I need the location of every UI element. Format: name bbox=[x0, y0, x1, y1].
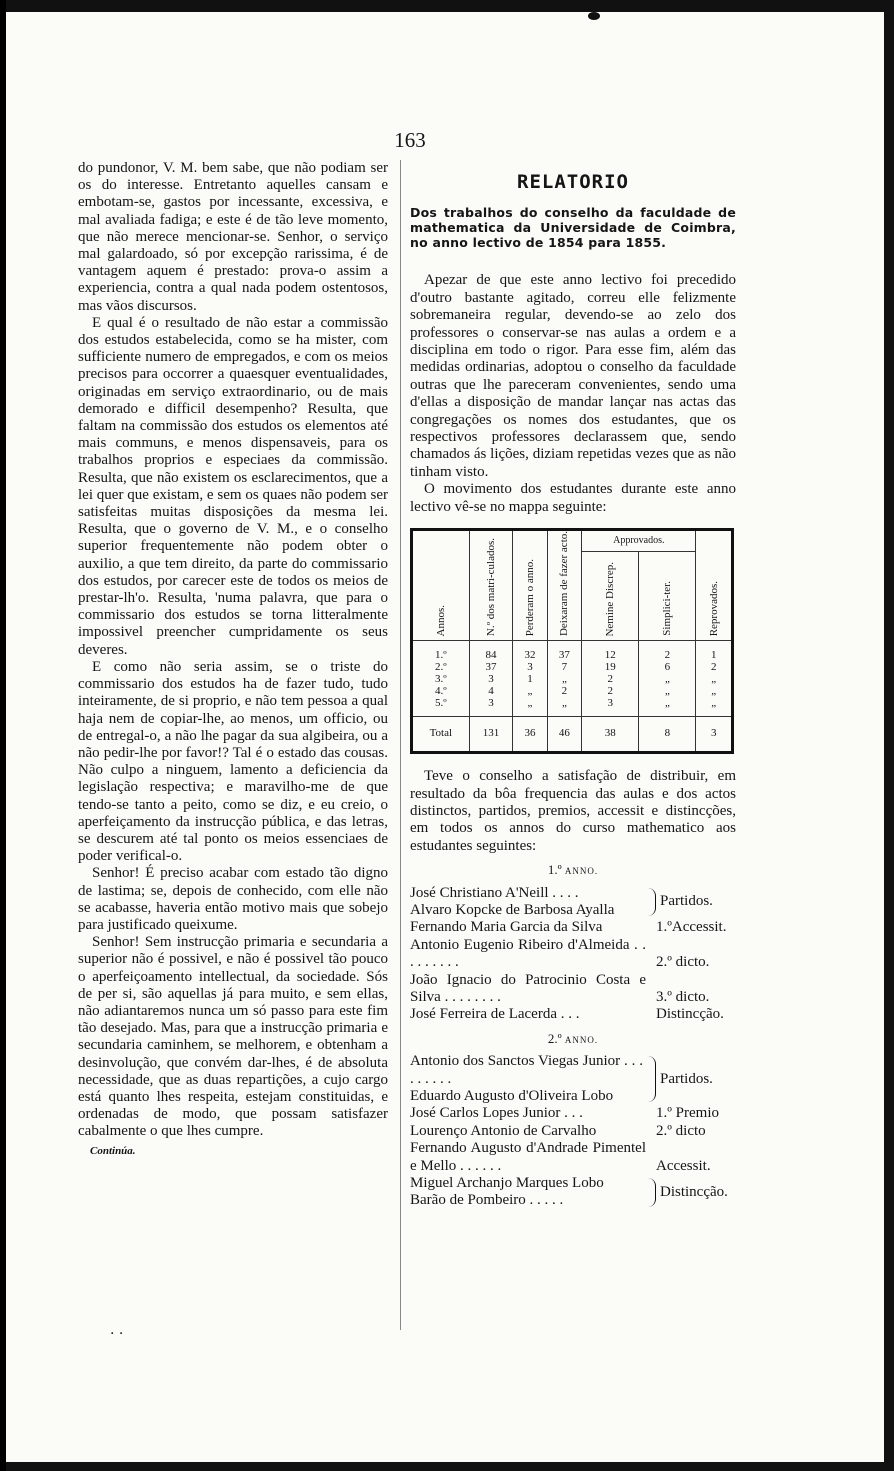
list-item: José Christiano A'Neill . . . . bbox=[410, 884, 579, 901]
cell: 1 bbox=[696, 649, 733, 661]
year2-num: 2.º bbox=[547, 1030, 562, 1046]
left-paragraph-1: do pundonor, V. M. bem sabe, que não podiam ser os do interesse. Entretanto aquelles cansam e embotam-se, gastos por incessante, excessiva, e mal avaliada fadiga; e este é de tão leve momento, que não merece mencionar-se. Senhor, o serviço mal galardoado, só por excepção rarissima, é de vantagem aquem é prestado: prova-o assim a experiencia, contra a qual nada podem ostentosos, mas vãos discursos. bbox=[78, 160, 388, 314]
brace bbox=[645, 888, 656, 917]
column-divider bbox=[400, 160, 401, 1330]
prize-label: Distincção. bbox=[656, 1006, 724, 1023]
cell: 2 bbox=[696, 661, 733, 673]
year1-partidos bbox=[410, 885, 736, 920]
cell: „ bbox=[547, 673, 581, 685]
prize-label: Distincção. bbox=[660, 1183, 728, 1200]
cell: 1 bbox=[513, 673, 547, 685]
cell: 3 bbox=[696, 717, 733, 753]
list-item bbox=[410, 972, 736, 1007]
year2-heading bbox=[410, 1030, 736, 1049]
cell: 5.º bbox=[435, 696, 447, 709]
continua-note: Continúa. bbox=[90, 1144, 136, 1157]
header-reprovados: Reprovados. bbox=[707, 580, 720, 637]
cell: 38 bbox=[582, 717, 639, 753]
cell: 4.º bbox=[435, 684, 447, 697]
prize-label: Partidos. bbox=[660, 893, 713, 910]
cell: 2.º bbox=[435, 660, 447, 673]
year2-distinction bbox=[410, 1175, 736, 1210]
list-item: Alvaro Kopcke de Barbosa Ayalla bbox=[410, 901, 615, 918]
list-item bbox=[410, 937, 736, 972]
cell: „ bbox=[639, 685, 696, 697]
year2-word: ANNO. bbox=[564, 1034, 599, 1045]
cell: 3 bbox=[513, 661, 547, 673]
year1-num: 1.º bbox=[547, 862, 562, 878]
brace bbox=[645, 1178, 656, 1207]
table-row bbox=[412, 661, 733, 673]
student-name: Fernando Augusto d'Andrade Pimentel e Mello . . . . . . bbox=[410, 1140, 646, 1174]
students-table bbox=[410, 528, 734, 754]
cell: 19 bbox=[582, 661, 639, 673]
cell: „ bbox=[696, 673, 733, 685]
table-row bbox=[412, 673, 733, 685]
cell: 32 bbox=[513, 649, 547, 661]
trailing-dots: . . bbox=[110, 1322, 124, 1338]
distribution-paragraph: Teve o conselho a satisfação de distribuir, em resultado da bôa frequencia das aulas e dos actos distinctos, partidos, premios, accessit e distincções, em todos os annos do curso mathematico aos estudantes seguintes: bbox=[410, 768, 736, 854]
cell: 7 bbox=[547, 661, 581, 673]
table-row bbox=[412, 697, 733, 709]
student-name: José Carlos Lopes Junior . . . bbox=[410, 1105, 583, 1122]
cell: 2 bbox=[639, 649, 696, 661]
cell: 46 bbox=[547, 717, 581, 753]
cell: „ bbox=[696, 697, 733, 709]
list-item: Eduardo Augusto d'Oliveira Lobo bbox=[410, 1088, 614, 1105]
table-row bbox=[412, 685, 733, 697]
prize-label: Partidos. bbox=[660, 1070, 713, 1087]
prize-label: 3.º dicto. bbox=[656, 989, 710, 1006]
intro-paragraph-2: O movimento dos estudantes durante este anno lectivo vê-se no mappa seguinte: bbox=[410, 481, 736, 515]
list-item: Barão de Pombeiro . . . . . bbox=[410, 1192, 564, 1209]
cell: 84 bbox=[469, 649, 513, 661]
student-name: José Ferreira de Lacerda . . . bbox=[410, 1006, 580, 1023]
right-column bbox=[410, 170, 736, 1210]
report-subtitle: Dos trabalhos do conselho da faculdade de mathematica da Universidade de Coimbra, no anno lectivo de 1854 para 1855. bbox=[410, 205, 736, 251]
cell: 3.º bbox=[435, 672, 447, 685]
cell: „ bbox=[547, 697, 581, 709]
cell: 1.º bbox=[435, 648, 447, 661]
prize-label: 2.º dicto bbox=[656, 1122, 706, 1139]
report-title: RELATORIO bbox=[517, 171, 629, 193]
header-simpliciter: Simplici-ter. bbox=[661, 581, 674, 637]
list-item bbox=[410, 919, 736, 936]
left-paragraph-2: E qual é o resultado de não estar a commissão dos estudos estabelecida, como se ha mister, com sufficiente numero de empregados, e com os meios precisos para occorrer a quaesquer eventualidades, originadas em serviço extraordinario, ou de mais demorado e difficil desempenho? Resulta, que faltam na commissão dos estudos os elementos até mais communs, e menos dispensaveis, para os trabalhos proprios e especiaes da commissão. Resulta, que não existem os esclarecimentos, que a lei quer que existam, e sem os quaes não podem ser satisfeitas muitas disposições da mesma lei. Resulta, que o governo de V. M., e o conselho superior frequentemente não podem obter o auxilio, a que tem direito, da parte do commissario dos estudos, por carecer este de todos os meios de prestar-lh'o. Resulta, 'numa palavra, que para o commissario dos estudos se torna litteralmente impossivel preencher cumpridamente os seus deveres. bbox=[78, 314, 388, 658]
cell: 37 bbox=[469, 661, 513, 673]
cell: 3 bbox=[582, 697, 639, 709]
header-annos: Annos. bbox=[434, 604, 447, 637]
page-number: 163 bbox=[394, 128, 426, 152]
cell: 8 bbox=[639, 717, 696, 753]
year2-partidos bbox=[410, 1053, 736, 1105]
list-item bbox=[410, 1123, 736, 1140]
cell: „ bbox=[696, 685, 733, 697]
cell: 3 bbox=[469, 673, 513, 685]
header-approvados: Approvados. bbox=[582, 530, 696, 552]
prize-label: 2.º dicto. bbox=[656, 954, 710, 971]
cell: 6 bbox=[639, 661, 696, 673]
year1-word: ANNO. bbox=[564, 866, 599, 877]
left-paragraph-5: Senhor! Sem instrucção primaria e secundaria a superior não é possivel, e não é possivel tão pouco o aperfeiçoamento intellectual, da sociedade. Sós de per si, são aquellas já para muito, e sem ellas, não adiantaremos nunca um só passo para este fim tão desejado. Mas, para que a instrucção primaria e secundaria caminhem, se melhorem, e obtenham a desinvolução, que convém dar-lhes, é de absoluta necessidade, que as duas repartições, a cujo cargo está quanto lhes respeita, estejam constituidas, e ordenadas de modo, que possam satisfazer cabalmente o que lhes cumpre. bbox=[78, 934, 388, 1140]
student-name: Fernando Maria Garcia da Silva bbox=[410, 919, 603, 936]
cell: „ bbox=[513, 685, 547, 697]
left-column bbox=[78, 160, 388, 1160]
list-item bbox=[410, 1006, 736, 1023]
prize-label: 1.ºAccessit. bbox=[656, 919, 727, 936]
cell: 37 bbox=[547, 649, 581, 661]
cell: 131 bbox=[469, 717, 513, 753]
prize-label: 1.º Premio bbox=[656, 1105, 719, 1122]
list-item bbox=[410, 1140, 736, 1175]
year1-heading bbox=[410, 861, 736, 880]
cell: 4 bbox=[469, 685, 513, 697]
list-item bbox=[410, 1105, 736, 1122]
cell: 12 bbox=[582, 649, 639, 661]
cell: 2 bbox=[547, 685, 581, 697]
brace bbox=[645, 1056, 656, 1102]
table-total-row bbox=[412, 717, 733, 753]
left-paragraph-3: E como não seria assim, se o triste do commissario dos estudos ha de fazer tudo, tudo inteiramente, de si proprio, e não tem pessoa a qual haja nem de copiar-lhe, ao menos, um officio, ou de entregal-o, a não lhe pagar da sua algibeira, ou a não pedir-lhe por favor!? Tal é o estado das cousas. Não culpo a ninguem, lamento a deficiencia da legislação respectiva; e maravilho-me de que tendo-se tanto a peito, como se diz, e eu creio, o aperfeiçamento da instrucção pública, e das letras, se descurem até tal ponto os meios essenciaes de poder verifical-o. bbox=[78, 658, 388, 865]
header-matriculados: N.º dos matri-culados. bbox=[484, 538, 497, 637]
cell: 2 bbox=[582, 673, 639, 685]
cell: „ bbox=[513, 697, 547, 709]
header-deixaram: Deixaram de fazer acto. bbox=[558, 531, 571, 637]
left-paragraph-4: Senhor! É preciso acabar com estado tão digno de lastima; se, depois de conhecido, com elle não se acabasse, haveria então motivo mais que sobejo para justificado queixume. bbox=[78, 865, 388, 933]
ink-smudge bbox=[588, 12, 600, 20]
student-name: Lourenço Antonio de Carvalho bbox=[410, 1122, 597, 1139]
cell: 36 bbox=[513, 717, 547, 753]
intro-paragraph-1: Apezar de que este anno lectivo foi precedido d'outro bastante agitado, correu elle felizmente sobremaneira regular, devendo-se ao zelo dos professores o conservar-se nas aulas a ordem e a disciplina em todo o rigor. Para esse fim, além das medidas ordinarias, adoptou o conselho da faculdade outras que lhe pareceram convenientes, sendo uma d'ellas a disposição de mandar lançar nas actas das congregações os nomes dos estudantes, que os respectivos professores declarassem que, sendo chamados ás lições, diziam repetidas vezes que as não tinham visto. bbox=[410, 272, 736, 480]
list-item: Antonio dos Sanctos Viegas Junior . . . . . . . . . bbox=[410, 1053, 643, 1087]
cell: 3 bbox=[469, 697, 513, 709]
cell: 2 bbox=[582, 685, 639, 697]
student-name: João Ignacio do Patrocinio Costa e Silva . . . . . . . . bbox=[410, 971, 646, 1006]
table-row bbox=[412, 649, 733, 661]
header-nemine: Nemine Discrep. bbox=[604, 561, 617, 637]
header-perderam: Perderam o anno. bbox=[523, 558, 536, 637]
prize-label: Accessit. bbox=[656, 1157, 711, 1174]
cell: Total bbox=[412, 717, 470, 753]
cell: „ bbox=[639, 673, 696, 685]
cell: „ bbox=[639, 697, 696, 709]
list-item: Miguel Archanjo Marques Lobo bbox=[410, 1175, 604, 1192]
student-name: Antonio Eugenio Ribeiro d'Almeida . . . . . . . . . bbox=[410, 936, 646, 971]
